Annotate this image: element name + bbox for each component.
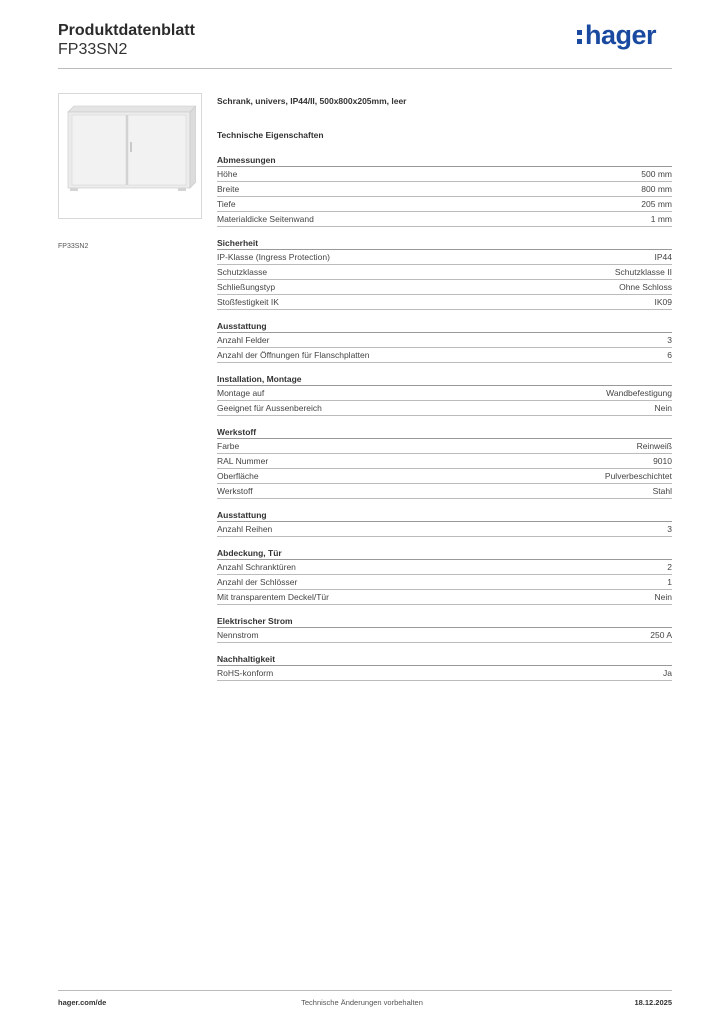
property-row: [217, 628, 672, 643]
header-divider: [58, 68, 672, 69]
property-section: [217, 426, 672, 499]
property-label: Anzahl Felder: [217, 335, 270, 345]
product-code: FP33SN2: [58, 41, 128, 58]
property-section: [217, 320, 672, 363]
property-value: 3: [667, 524, 672, 534]
property-row: [217, 295, 672, 310]
property-value: Stahl: [652, 486, 672, 496]
footer-divider: [58, 990, 672, 991]
property-label: Mit transparentem Deckel/Tür: [217, 592, 329, 602]
product-description: Schrank, univers, IP44/II, 500x800x205mm, leer: [217, 96, 407, 106]
property-label: Anzahl der Öffnungen für Flanschplatten: [217, 350, 370, 360]
property-row: [217, 265, 672, 280]
property-row: [217, 575, 672, 590]
property-row: [217, 560, 672, 575]
property-value: IP44: [654, 252, 672, 262]
section-title: Ausstattung: [217, 320, 672, 333]
hager-logo: [577, 20, 656, 51]
technical-properties-heading: Technische Eigenschaften: [217, 130, 324, 140]
property-section: [217, 547, 672, 605]
section-title: Nachhaltigkeit: [217, 653, 672, 666]
property-value: Reinweiß: [636, 441, 672, 451]
property-section: [217, 653, 672, 681]
property-label: Anzahl Reihen: [217, 524, 273, 534]
property-value: Ohne Schloss: [619, 282, 672, 292]
logo-dots-icon: [577, 28, 583, 46]
property-row: [217, 522, 672, 537]
property-value: Nein: [654, 592, 672, 602]
property-value: 500 mm: [641, 169, 672, 179]
property-row: [217, 439, 672, 454]
property-label: Tiefe: [217, 199, 236, 209]
property-label: Oberfläche: [217, 471, 259, 481]
property-value: 2: [667, 562, 672, 572]
property-value: 1: [667, 577, 672, 587]
property-section: [217, 237, 672, 310]
property-section: [217, 373, 672, 416]
property-label: IP-Klasse (Ingress Protection): [217, 252, 330, 262]
property-label: Höhe: [217, 169, 238, 179]
property-row: [217, 348, 672, 363]
section-title: Sicherheit: [217, 237, 672, 250]
image-caption: FP33SN2: [58, 243, 89, 250]
property-label: Montage auf: [217, 388, 265, 398]
property-value: 250 A: [650, 630, 672, 640]
property-value: Wandbefestigung: [606, 388, 672, 398]
property-value: 205 mm: [641, 199, 672, 209]
property-row: [217, 182, 672, 197]
property-row: [217, 484, 672, 499]
property-value: 800 mm: [641, 184, 672, 194]
property-label: Breite: [217, 184, 240, 194]
product-image: [58, 93, 202, 219]
property-value: IK09: [654, 297, 672, 307]
cabinet-illustration: [64, 102, 196, 192]
property-value: 1 mm: [650, 214, 672, 224]
property-value: Nein: [654, 403, 672, 413]
property-section: [217, 509, 672, 537]
property-label: RoHS-konform: [217, 668, 274, 678]
section-title: Abmessungen: [217, 154, 672, 167]
section-title: Elektrischer Strom: [217, 615, 672, 628]
property-row: [217, 386, 672, 401]
property-value: 9010: [653, 456, 672, 466]
property-label: Geeignet für Aussenbereich: [217, 403, 322, 413]
property-label: Nennstrom: [217, 630, 259, 640]
property-label: Schließungstyp: [217, 282, 276, 292]
property-row: [217, 250, 672, 265]
property-label: Stoßfestigkeit IK: [217, 297, 279, 307]
section-title: Werkstoff: [217, 426, 672, 439]
property-row: [217, 401, 672, 416]
section-title: Installation, Montage: [217, 373, 672, 386]
property-row: [217, 280, 672, 295]
property-row: [217, 167, 672, 182]
property-row: [217, 333, 672, 348]
property-label: Werkstoff: [217, 486, 253, 496]
property-row: [217, 454, 672, 469]
property-sections: [217, 154, 672, 691]
property-label: Farbe: [217, 441, 240, 451]
section-title: Ausstattung: [217, 509, 672, 522]
property-value: Pulverbeschichtet: [604, 471, 672, 481]
property-value: Ja: [663, 668, 672, 678]
footer-date: 18.12.2025: [634, 998, 672, 1007]
property-label: RAL Nummer: [217, 456, 269, 466]
document-title: Produktdatenblatt: [58, 22, 195, 39]
property-section: [217, 154, 672, 227]
property-row: [217, 590, 672, 605]
property-row: [217, 212, 672, 227]
property-row: [217, 666, 672, 681]
property-label: Schutzklasse: [217, 267, 268, 277]
section-title: Abdeckung, Tür: [217, 547, 672, 560]
property-label: Materialdicke Seitenwand: [217, 214, 314, 224]
property-value: 6: [667, 350, 672, 360]
property-label: Anzahl Schranktüren: [217, 562, 296, 572]
property-row: [217, 469, 672, 484]
property-label: Anzahl der Schlösser: [217, 577, 298, 587]
property-value: Schutzklasse II: [614, 267, 672, 277]
footer-notice: Technische Änderungen vorbehalten: [301, 998, 423, 1007]
property-value: 3: [667, 335, 672, 345]
property-section: [217, 615, 672, 643]
property-row: [217, 197, 672, 212]
logo-text: hager: [584, 20, 656, 50]
footer-website-link[interactable]: hager.com/de: [58, 998, 107, 1007]
